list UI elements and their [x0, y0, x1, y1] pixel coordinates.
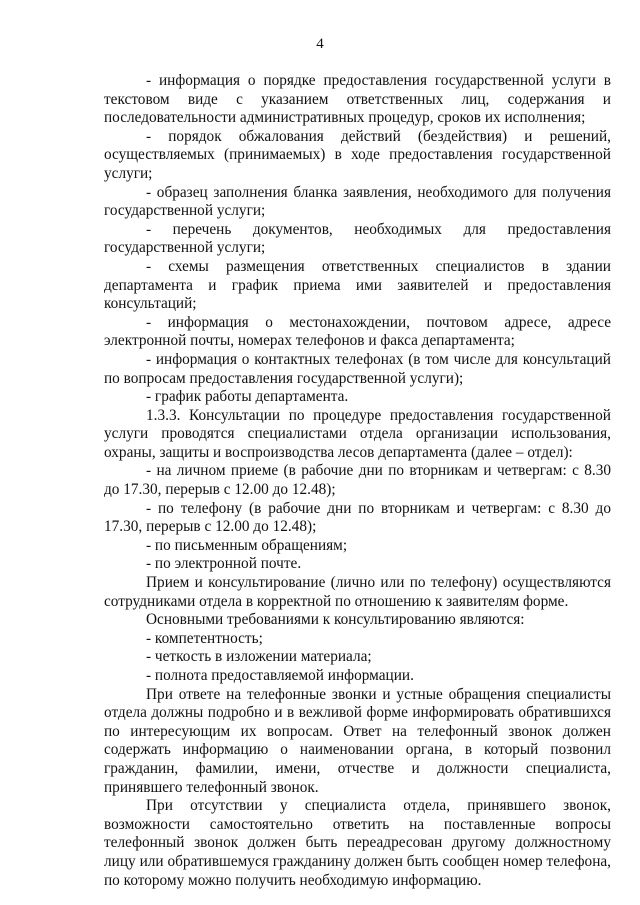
paragraph: - перечень документов, необходимых для предоставления государственной услуги;: [104, 220, 611, 257]
page-number: 4: [316, 36, 324, 52]
paragraph: Прием и консультирование (лично или по телефону) осуществляются сотрудниками отдела в корректной по отношению к заявителям форме.: [104, 574, 611, 610]
document-body: [104, 72, 611, 890]
paragraph: При отсутствии у специалиста отдела, принявшего звонок, возможности самостоятельно ответить на поставленные вопросы телефонный звонок должен быть переадресован другому должностному лицу или обратившемуся гражданину должен быть сообщен номер телефона, по которому можно получить необходимую информацию.: [104, 797, 611, 889]
paragraph: - четкость в изложении материала;: [146, 648, 372, 666]
paragraph: - по письменным обращениям;: [146, 536, 348, 554]
paragraph: - информация о контактных телефонах (в том числе для консультаций по вопросам предоставления государственной услуги);: [104, 350, 611, 387]
paragraph: 1.3.3. Консультации по процедуре предоставления государственной услуги проводятся специалистами отдела организации использования, охраны, защиты и воспроизводства лесов департамента (далее – отдел):: [104, 406, 611, 461]
paragraph: - на личном приеме (в рабочие дни по вторникам и четвергам: с 8.30 до 17.30, перерыв с 12.00 до 12.48);: [104, 462, 611, 499]
paragraph: При ответе на телефонные звонки и устные обращения специалисты отдела должны подробно и в вежливой форме информировать обратившихся по интересующим их вопросам. Ответ на телефонный звонок должен содержать информацию о наименовании органа, в который позвонил гражданин, фамилии, имени, отчестве и должности специалиста, принявшего телефонный звонок.: [104, 685, 611, 796]
paragraph: Основными требованиями к консультированию являются:: [146, 611, 525, 629]
paragraph: - информация о местонахождении, почтовом адресе, адресе электронной почты, номерах телефонов и факса департамента;: [104, 313, 611, 350]
paragraph: - образец заполнения бланка заявления, необходимого для получения государственной услуги;: [104, 183, 611, 220]
paragraph: - по телефону (в рабочие дни по вторникам и четвергам: с 8.30 до 17.30, перерыв с 12.00 до 12.48);: [104, 499, 611, 536]
paragraph: - компетентность;: [146, 629, 263, 647]
paragraph: - информация о порядке предоставления государственной услуги в текстовом виде с указанием ответственных лиц, содержания и последовательности административных процедур, сроков их исполнения;: [104, 72, 611, 127]
paragraph: - график работы департамента.: [146, 388, 349, 406]
paragraph: - по электронной почте.: [146, 555, 302, 573]
paragraph: - полнота предоставляемой информации.: [146, 667, 414, 684]
paragraph: - схемы размещения ответственных специалистов в здании департамента и график приема ими заявителей и предоставления консультаций;: [104, 257, 611, 313]
paragraph: - порядок обжалования действий (бездействия) и решений, осуществляемых (принимаемых) в ходе предоставления государственной услуги;: [104, 127, 611, 182]
